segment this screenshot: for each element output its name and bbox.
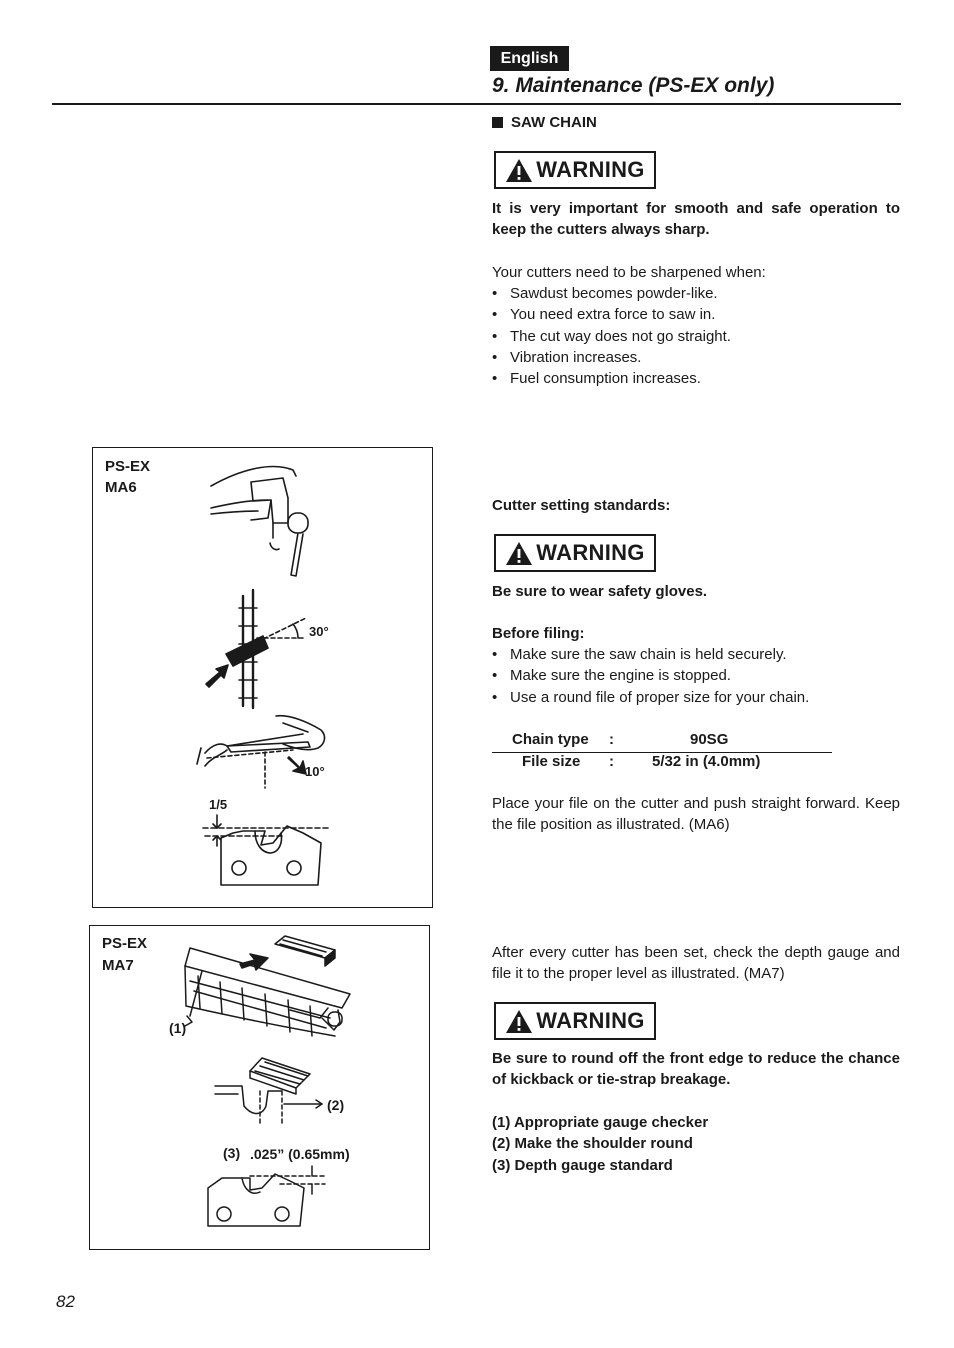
list-item: (1) Appropriate gauge checker <box>492 1114 709 1131</box>
figure-ma6-illustration <box>93 448 432 907</box>
warning-label: WARNING <box>536 540 645 565</box>
list-item: (3) Depth gauge standard <box>492 1156 673 1174</box>
list-item: • Use a round file of proper size for your chain. <box>492 687 900 708</box>
callout-3: (3) <box>223 1145 241 1161</box>
warning-box-gloves <box>494 534 656 572</box>
list-item: • Fuel consumption increases. <box>492 368 900 389</box>
spec-separator: : <box>609 731 614 748</box>
warning-box-kickback <box>494 1002 656 1040</box>
saw-chain-heading-text: SAW CHAIN <box>511 114 597 131</box>
gauge-value: .025” (0.65mm) <box>250 1146 350 1162</box>
spec-row-chain-type <box>492 729 832 750</box>
saw-chain-heading <box>492 114 597 131</box>
page-number: 82 <box>56 1292 75 1311</box>
figure-ma6-panel <box>92 447 433 908</box>
figure-id-label: MA7 <box>102 957 134 974</box>
figure-ma7-illustration <box>90 926 429 1249</box>
figure-id-label: MA6 <box>105 479 137 496</box>
list-item: • You need extra force to saw in. <box>492 304 900 325</box>
spec-label: Chain type <box>512 731 589 748</box>
warning-triangle-icon <box>505 1009 533 1034</box>
warning-triangle-icon <box>505 158 533 183</box>
angle-10-label: 10° <box>305 764 325 779</box>
warning-triangle-icon <box>505 541 533 566</box>
section-title: 9. Maintenance (PS-EX only) <box>492 74 775 97</box>
file-instruction: Place your file on the cutter and push straight forward. Keep the file position as illustrated. (MA6) <box>492 795 900 834</box>
warning-label: WARNING <box>536 1008 645 1033</box>
figure-ma7-panel <box>89 925 430 1250</box>
spec-value: 5/32 in (4.0mm) <box>652 753 761 770</box>
figure-model-label: PS-EX <box>105 458 151 475</box>
before-filing-list <box>492 644 900 708</box>
list-item: (2) Make the shoulder round <box>492 1135 693 1153</box>
cutter-heading: Cutter setting standards: <box>492 497 671 514</box>
spec-separator: : <box>609 753 614 770</box>
list-item: • Sawdust becomes powder-like. <box>492 283 900 304</box>
figure-model-label: PS-EX <box>102 935 148 952</box>
callout-1: (1) <box>169 1020 187 1036</box>
list-item: • The cut way does not go straight. <box>492 326 900 347</box>
language-badge: English <box>490 46 569 71</box>
spec-label: File size <box>522 753 581 770</box>
angle-30-label: 30° <box>309 624 329 639</box>
depth-legend-list <box>492 1112 900 1176</box>
warning-label: WARNING <box>536 157 645 182</box>
warning-box-sharp <box>494 151 656 189</box>
warning-kickback-text: Be sure to round off the front edge to reduce the chance of kickback or tie-strap breakage. <box>492 1050 900 1089</box>
warning-sharp-text: It is very important for smooth and safe operation to keep the cutters always sharp. <box>492 200 900 239</box>
list-item: • Make sure the engine is stopped. <box>492 665 900 686</box>
ratio-label: 1/5 <box>209 797 228 812</box>
spec-row-file-size <box>492 751 832 772</box>
callout-2: (2) <box>327 1097 345 1113</box>
sharpen-bullet-list <box>492 283 900 389</box>
warning-gloves-text: Be sure to wear safety gloves. <box>492 583 708 600</box>
square-bullet-icon <box>492 117 503 128</box>
depth-gauge-text: After every cutter has been set, check the depth gauge and file it to the proper level as illustrated. (MA7) <box>492 944 900 983</box>
header-divider <box>52 103 901 105</box>
before-filing-heading: Before filing: <box>492 625 585 642</box>
sharpen-intro: Your cutters need to be sharpened when: <box>492 264 766 281</box>
list-item: • Vibration increases. <box>492 347 900 368</box>
list-item: • Make sure the saw chain is held securely. <box>492 644 900 665</box>
spec-value: 90SG <box>690 731 729 748</box>
